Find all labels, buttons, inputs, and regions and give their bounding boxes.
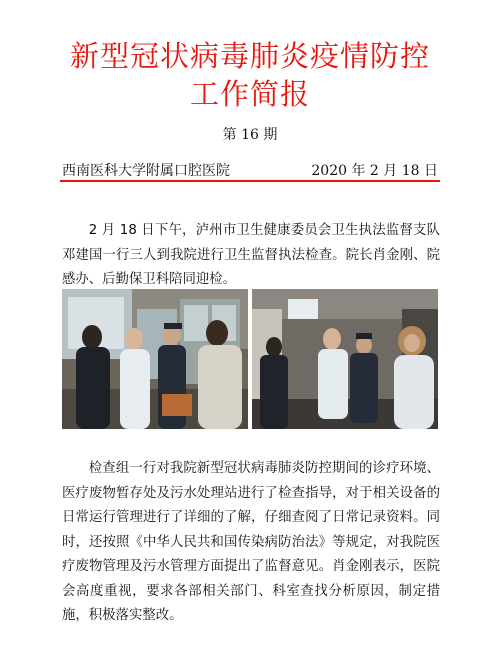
issue-number: 第 16 期 [222,127,278,143]
inspection-photo-1 [62,289,248,429]
organization-name: 西南医科大学附属口腔医院 [62,163,230,179]
inspection-photo-2 [252,289,438,429]
paragraph-2: 检查组一行对我院新型冠状病毒肺炎防控期间的诊疗环境、医疗废物暂存处及污水处理站进行了检查指导，对于相关设备的日常运行管理进行了详细的了解，仔细查阅了日常记录资料。同时，还按照《中华人民共和国传染病防治法》等规定，对我院医疗废物管理及污水管理方面提出了监督意见。肖金刚表示，医院会高度重视，要求各部相关部门、科室查找分析原因，制定措施，积极落实整改。 [62,461,440,624]
publish-date: 2020 年 2 月 18 日 [311,163,438,179]
header-divider [60,180,440,182]
bulletin-title-line1: 新型冠状病毒肺炎疫情防控 [69,39,430,73]
bulletin-title-line2: 工作简报 [189,77,310,111]
paragraph-1: 2 月 18 日下午，泸州市卫生健康委员会卫生执法监督支队邓建国一行三人到我院进行卫生监督执法检查。院长肖金刚、院感办、后勤保卫科陪同迎检。 [62,223,440,288]
